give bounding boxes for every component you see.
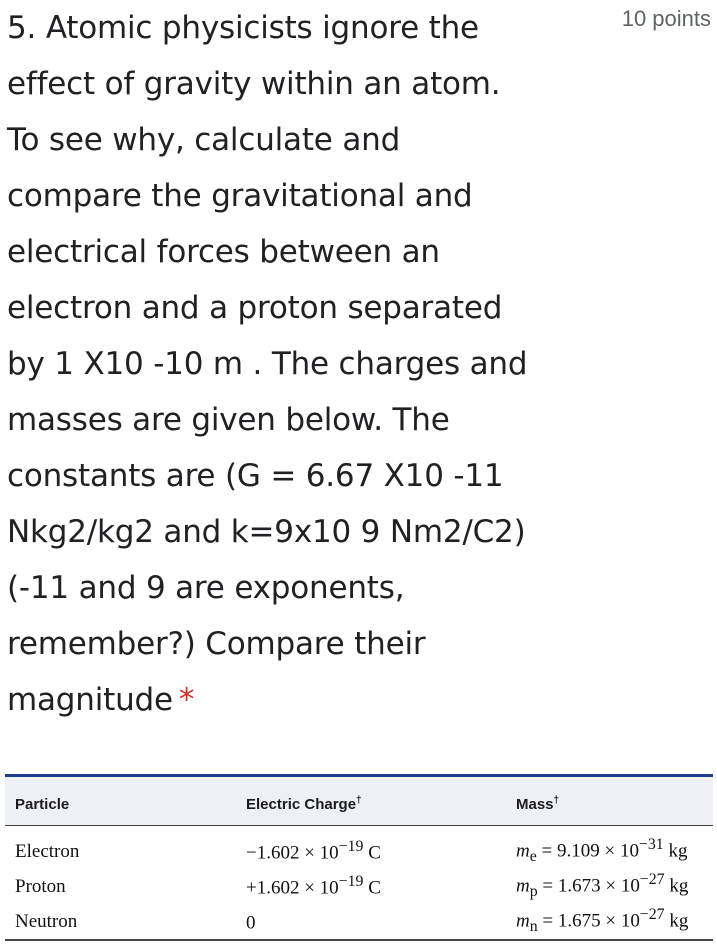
cell-mass: $m_e = 9.109 \times 10^{-31}$ kg [516,836,688,866]
table-bottom-rule [5,939,713,941]
table-row-electron [5,826,713,870]
cell-particle: Neutron [15,910,78,932]
cell-charge: $-1.602 \times 10^{-19}$ C [246,838,381,864]
header-particle: Particle [5,777,236,826]
required-asterisk: * [178,682,195,718]
header-electric-charge: Electric Charge† [236,777,506,826]
cell-charge: $+1.602 \times 10^{-19}$ C [246,873,381,899]
cell-particle: Proton [15,875,66,897]
cell-charge: 0 [246,912,256,934]
table-row-neutron [5,904,713,939]
header-mass: Mass† [506,777,713,826]
question-text [7,0,587,728]
table-row-proton [5,869,713,904]
cell-mass: $m_p = 1.673 \times 10^{-27}$ kg [516,871,689,901]
particle-data-table [5,777,713,939]
cell-particle: Electron [15,840,80,862]
particle-table [5,774,713,941]
table-header-row [5,777,713,826]
cell-mass: $m_n = 1.675 \times 10^{-27}$ kg [516,906,689,936]
question-body: 5. Atomic physicists ignore the effect of gravity within an atom. To see why, calculate and compare the gravitational and electrical forces between an electron and a proton separated by 1 X10 -10 m . The charges and masses are given below. The constants are (G = 6.67 X10 -11 Nkg2/kg2 and k=9x10 9 Nm2/C2) (-11 and 9 are exponents, remember?) Compare their magnitude [7,10,528,718]
points-label: 10 points [621,6,711,31]
